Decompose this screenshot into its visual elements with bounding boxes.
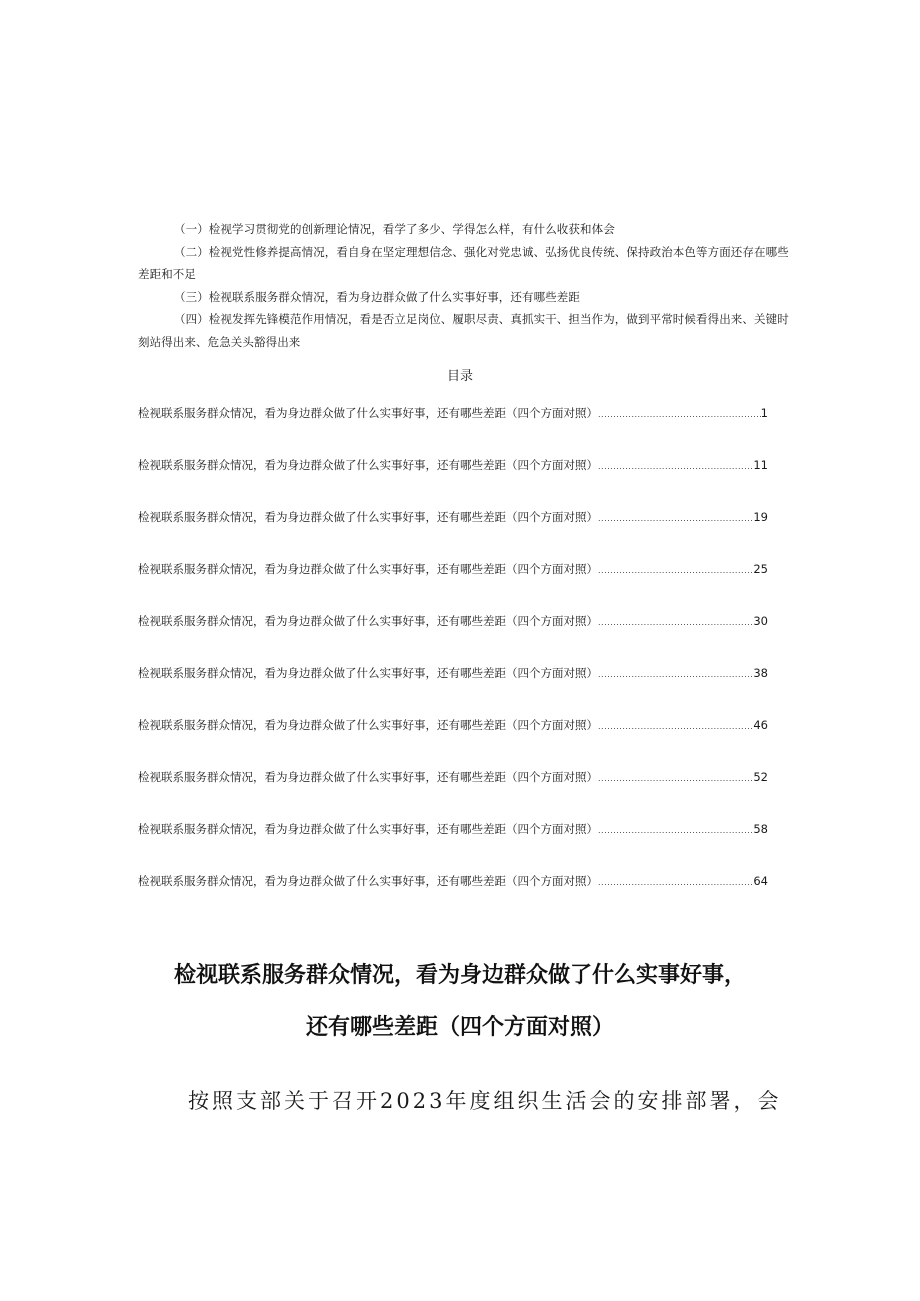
toc-entry[interactable] xyxy=(138,821,768,873)
toc-entry[interactable] xyxy=(138,873,768,925)
toc-leader-dots xyxy=(598,774,753,783)
toc-entry-text: 检视联系服务群众情况，看为身边群众做了什么实事好事，还有哪些差距（四个方面对照） xyxy=(138,458,598,472)
intro-section xyxy=(138,218,798,353)
toc-leader-dots xyxy=(598,462,753,471)
toc-entry[interactable] xyxy=(138,457,768,509)
toc-entry-page: 1 xyxy=(760,406,768,420)
toc-leader-dots xyxy=(598,826,753,835)
toc-entry-page: 38 xyxy=(753,666,768,680)
table-of-contents xyxy=(138,405,768,925)
toc-entry-text: 检视联系服务群众情况，看为身边群众做了什么实事好事，还有哪些差距（四个方面对照） xyxy=(138,562,598,576)
toc-entry[interactable] xyxy=(138,405,768,457)
article-body-text: 按照支部关于召开2023年度组织生活会的安排部署，会 xyxy=(188,1089,782,1113)
toc-entry-text: 检视联系服务群众情况，看为身边群众做了什么实事好事，还有哪些差距（四个方面对照） xyxy=(138,406,598,420)
intro-item: （三）检视联系服务群众情况，看为身边群众做了什么实事好事，还有哪些差距 xyxy=(174,289,580,304)
toc-entry-page: 19 xyxy=(753,510,768,524)
intro-item: （二）检视党性修养提高情况，看自身在坚定理想信念、强化对党忠诚、弘扬优良传统、保持政治本色等方面还存在哪些差距和不足 xyxy=(138,244,789,281)
toc-leader-dots xyxy=(598,410,761,419)
toc-entry[interactable] xyxy=(138,717,768,769)
toc-entry[interactable] xyxy=(138,665,768,717)
toc-title: 目录 xyxy=(446,369,473,384)
toc-leader-dots xyxy=(598,722,753,731)
intro-item: （四）检视发挥先锋模范作用情况，看是否立足岗位、履职尽责、真抓实干、担当作为，做到平常时候看得出来、关键时刻站得出来、危急关头豁得出来 xyxy=(138,312,789,349)
intro-item: （一）检视学习贯彻党的创新理论情况，看学了多少、学得怎么样，有什么收获和体会 xyxy=(174,222,615,236)
toc-entry[interactable] xyxy=(138,509,768,561)
toc-leader-dots xyxy=(598,514,753,523)
article-title-line-2: 还有哪些差距（四个方面对照） xyxy=(305,1015,614,1040)
toc-leader-dots xyxy=(598,618,753,627)
toc-entry-text: 检视联系服务群众情况，看为身边群众做了什么实事好事，还有哪些差距（四个方面对照） xyxy=(138,874,598,888)
toc-entry-text: 检视联系服务群众情况，看为身边群众做了什么实事好事，还有哪些差距（四个方面对照） xyxy=(138,718,598,732)
toc-entry-page: 30 xyxy=(753,614,768,628)
toc-leader-dots xyxy=(598,878,753,887)
toc-entry-text: 检视联系服务群众情况，看为身边群众做了什么实事好事，还有哪些差距（四个方面对照） xyxy=(138,614,598,628)
toc-entry[interactable] xyxy=(138,561,768,613)
toc-entry-page: 46 xyxy=(753,718,768,732)
toc-entry-page: 58 xyxy=(753,822,768,836)
toc-leader-dots xyxy=(598,566,753,575)
toc-entry-page: 52 xyxy=(753,770,768,784)
article-title-line-1: 检视联系服务群众情况，看为身边群众做了什么实事好事， xyxy=(173,963,746,988)
toc-entry-page: 11 xyxy=(753,458,768,472)
toc-entry[interactable] xyxy=(138,613,768,665)
toc-entry-text: 检视联系服务群众情况，看为身边群众做了什么实事好事，还有哪些差距（四个方面对照） xyxy=(138,666,598,680)
toc-leader-dots xyxy=(598,670,753,679)
toc-entry-page: 25 xyxy=(753,562,768,576)
toc-entry-page: 64 xyxy=(753,874,768,888)
toc-entry-text: 检视联系服务群众情况，看为身边群众做了什么实事好事，还有哪些差距（四个方面对照） xyxy=(138,822,598,836)
toc-entry-text: 检视联系服务群众情况，看为身边群众做了什么实事好事，还有哪些差距（四个方面对照） xyxy=(138,770,598,784)
toc-entry[interactable] xyxy=(138,769,768,821)
toc-entry-text: 检视联系服务群众情况，看为身边群众做了什么实事好事，还有哪些差距（四个方面对照） xyxy=(138,510,598,524)
